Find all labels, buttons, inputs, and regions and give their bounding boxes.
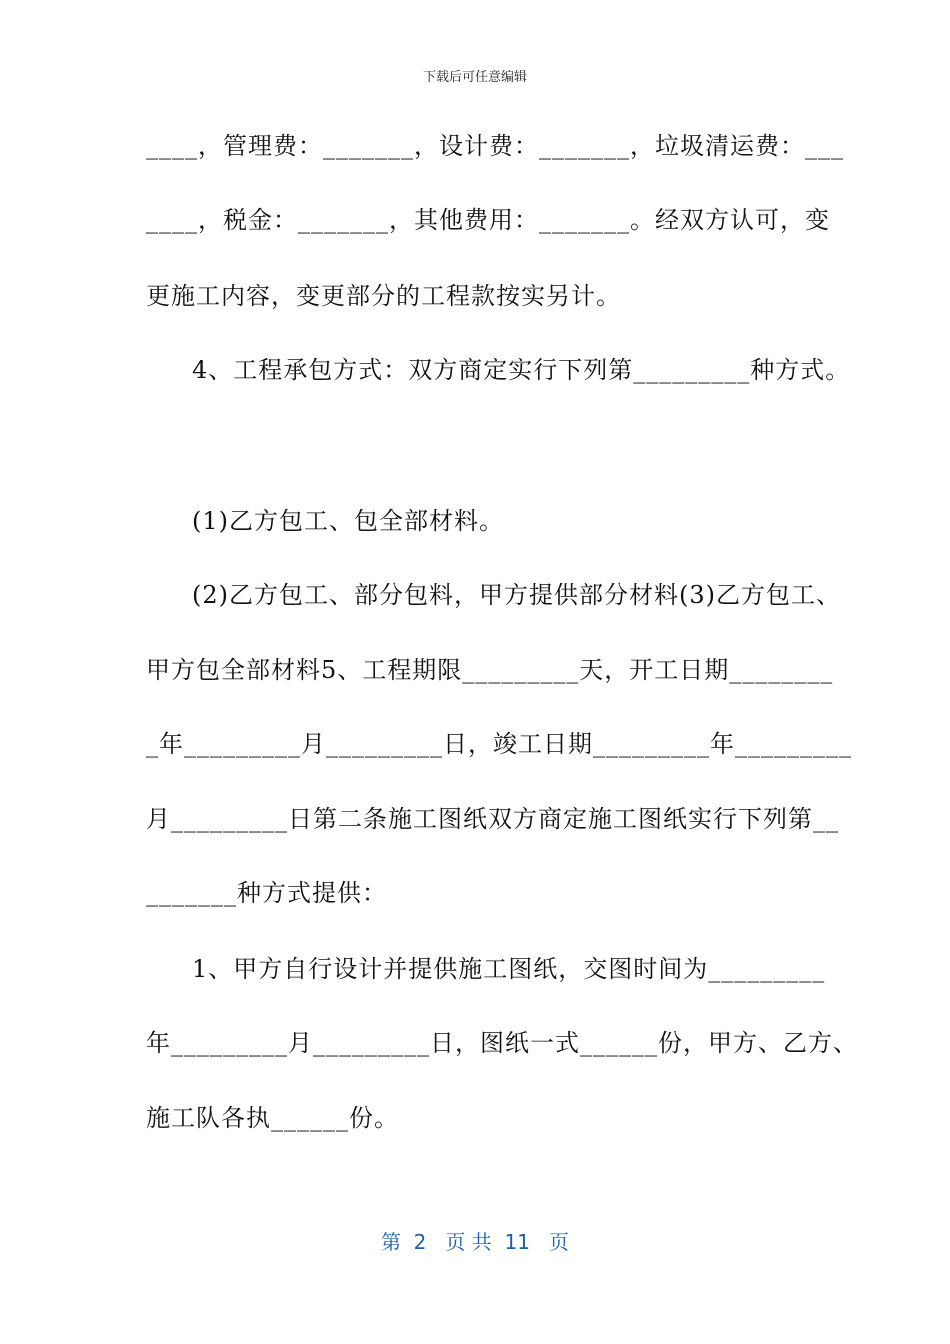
- page-number-footer: 第 2 页 共 11 页: [380, 1230, 570, 1254]
- body-line-9: 月_________日第二条施工图纸双方商定施工图纸实行下列第__: [146, 805, 839, 833]
- body-line-4: 4、工程承包方式：双方商定实行下列第_________种方式。: [192, 356, 851, 384]
- body-line-2: ____，税金：_______，其他费用：_______。经双方认可，变: [146, 206, 830, 234]
- body-line-7: 甲方包全部材料5、工程期限_________天，开工日期________: [146, 656, 834, 684]
- body-line-11: 1、甲方自行设计并提供施工图纸，交图时间为_________: [192, 955, 826, 983]
- header-note: 下载后可任意编辑: [422, 70, 527, 85]
- body-line-13: 施工队各执______份。: [146, 1104, 399, 1132]
- body-line-6: (2)乙方包工、部分包料，甲方提供部分材料(3)乙方包工、: [192, 581, 841, 609]
- body-line-8: _年_________月_________日，竣工日期_________年_________: [146, 730, 852, 758]
- body-line-5: (1)乙方包工、包全部材料。: [192, 507, 504, 535]
- body-line-3: 更施工内容，变更部分的工程款按实另计。: [146, 282, 621, 310]
- body-line-1: ____，管理费：_______，设计费：_______，垃圾清运费：___: [146, 132, 844, 160]
- body-line-12: 年_________月_________日，图纸一式______份，甲方、乙方、: [146, 1029, 858, 1057]
- body-line-10: _______种方式提供：: [146, 879, 387, 907]
